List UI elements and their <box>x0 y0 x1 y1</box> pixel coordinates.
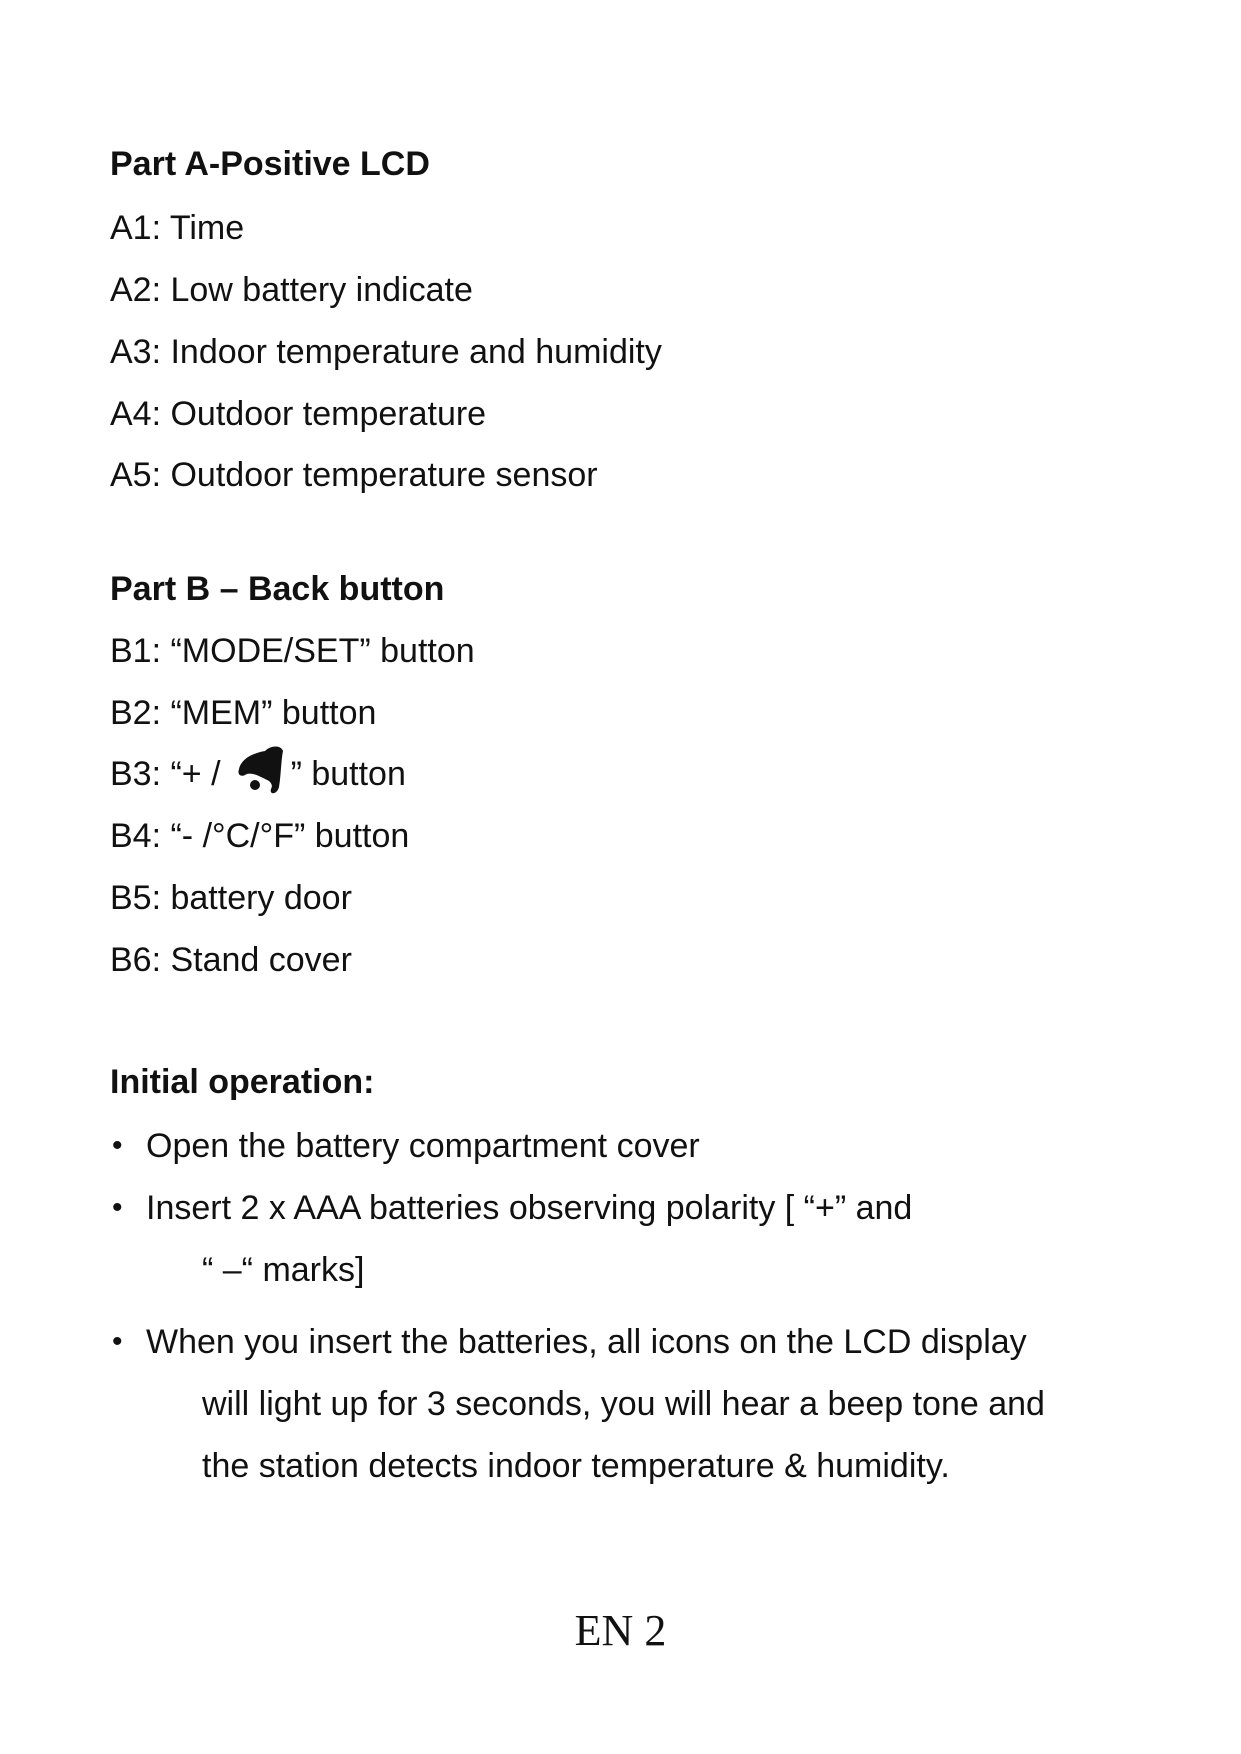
bullet-text: Insert 2 x AAA batteries observing polarity [ “+” and <box>146 1189 913 1227</box>
part-b-heading: Part B – Back button <box>110 570 445 608</box>
b3-suffix: ” button <box>290 755 406 793</box>
list-item: B2: “MEM” button <box>110 694 377 732</box>
list-item: A2: Low battery indicate <box>110 271 473 309</box>
initial-operation-heading: Initial operation: <box>110 1063 375 1101</box>
part-a-heading: Part A-Positive LCD <box>110 145 430 183</box>
list-item: B4: “- /°C/°F” button <box>110 817 410 855</box>
bullet-icon: • <box>112 1129 123 1162</box>
list-item: B1: “MODE/SET” button <box>110 632 475 670</box>
list-item: A5: Outdoor temperature sensor <box>110 456 598 494</box>
b3-prefix: B3: “+ / <box>110 755 221 793</box>
list-item: B6: Stand cover <box>110 941 352 979</box>
bullet-text-continued: the station detects indoor temperature & humidity. <box>202 1447 950 1485</box>
list-item: A3: Indoor temperature and humidity <box>110 333 662 371</box>
list-item: A4: Outdoor temperature <box>110 395 487 433</box>
page-number: EN 2 <box>574 1606 667 1655</box>
bullet-text: When you insert the batteries, all icons on the LCD display <box>146 1323 1027 1361</box>
bullet-text-continued: will light up for 3 seconds, you will hear a beep tone and <box>202 1385 1045 1423</box>
bullet-text-continued: “ –“ marks] <box>202 1251 365 1289</box>
list-item-b3 <box>110 754 406 794</box>
alarm-bell-icon <box>231 741 291 801</box>
list-item: B5: battery door <box>110 879 352 917</box>
list-item: A1: Time <box>110 209 245 247</box>
bullet-icon: • <box>112 1325 123 1358</box>
bullet-text: Open the battery compartment cover <box>146 1127 700 1165</box>
bullet-icon: • <box>112 1191 123 1224</box>
